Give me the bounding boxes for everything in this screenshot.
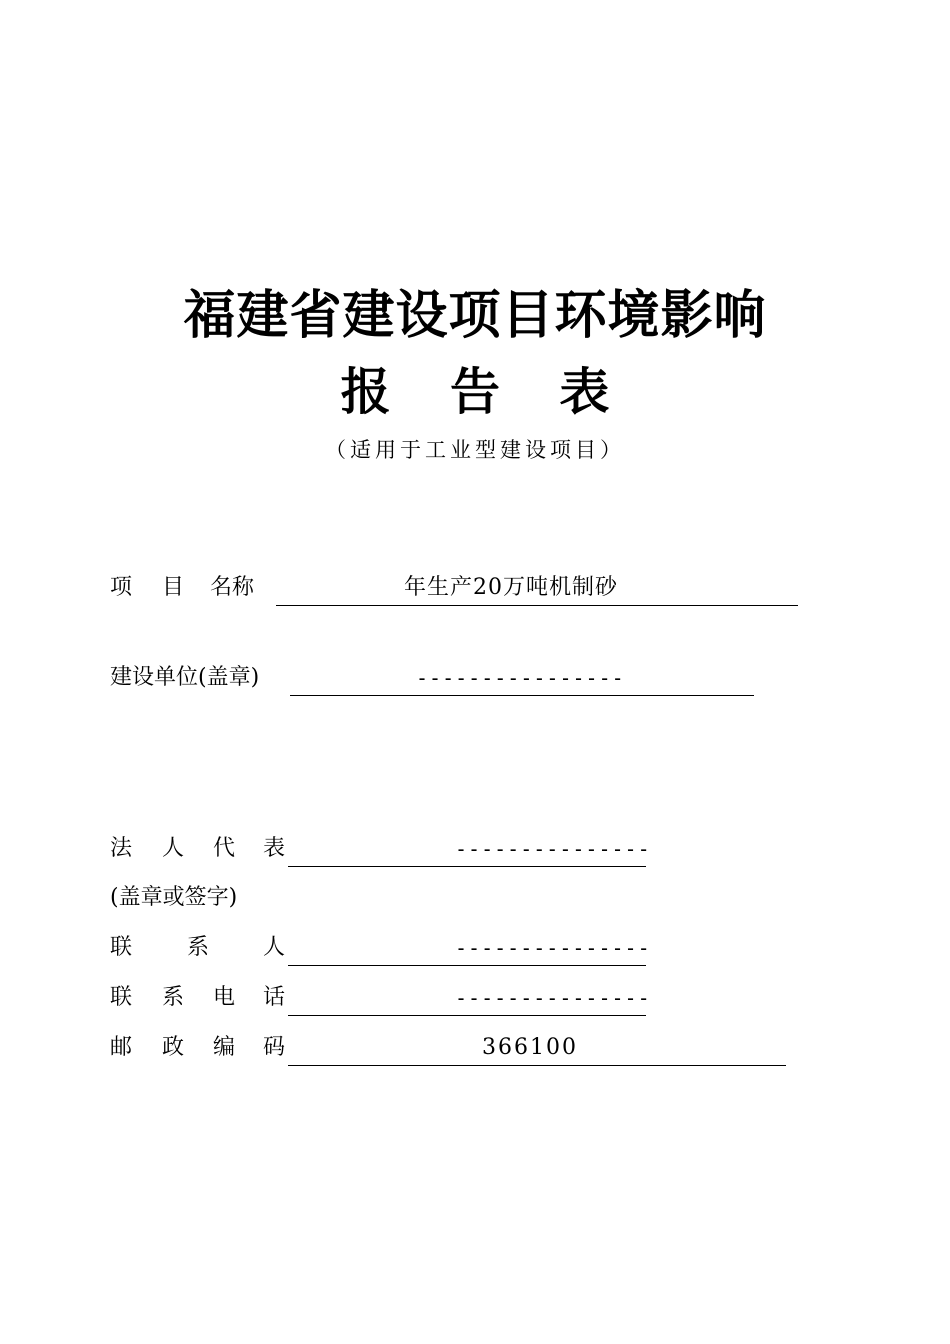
legal-representative-row (110, 831, 650, 867)
contact-person-value: --------------- (455, 936, 651, 960)
document-title: 福建省建设项目环境影响 (183, 286, 767, 346)
contact-person-label: 联 系 人 (110, 935, 286, 960)
title-char: 告 (450, 363, 500, 421)
construction-unit-row (110, 660, 760, 696)
title-char: 表 (559, 363, 610, 421)
project-name-row (110, 570, 800, 606)
contact-phone-value: --------------- (455, 986, 651, 1010)
legal-representative-note-row (110, 880, 410, 916)
postal-code-value: 366100 (482, 1035, 578, 1060)
construction-unit-label: 建设单位(盖章) (110, 665, 260, 690)
contact-phone-row (110, 980, 650, 1016)
contact-person-row (110, 930, 650, 966)
construction-unit-value: ---------------- (416, 666, 625, 690)
project-name-value: 年生产20万吨机制砂 (404, 575, 618, 600)
seal-or-signature-note: (盖章或签字) (110, 885, 238, 910)
legal-representative-label: 法 人 代 表 (110, 836, 286, 861)
project-name-label: 项 目 名称 (110, 575, 255, 600)
postal-code-label: 邮 政 编 码 (110, 1035, 286, 1060)
document-subtitle: （适用于工业型建设项目） (325, 438, 625, 462)
title-char: 报 (340, 363, 391, 421)
legal-representative-value: --------------- (455, 837, 651, 861)
contact-phone-label: 联 系 电 话 (110, 985, 286, 1010)
postal-code-row (110, 1030, 790, 1066)
document-title-report-form (0, 356, 950, 428)
